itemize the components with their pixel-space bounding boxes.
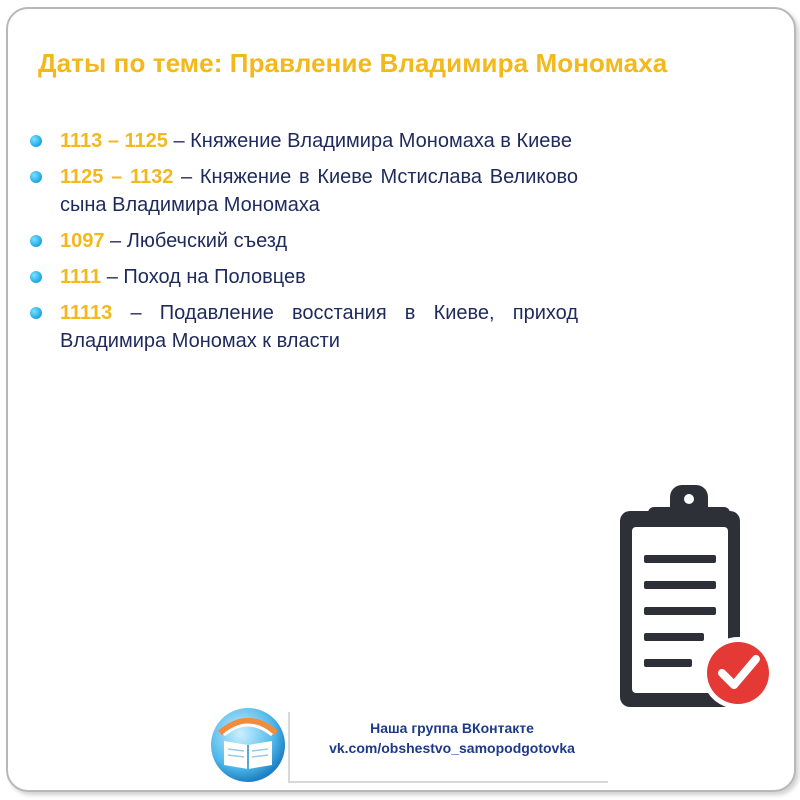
- item-text: – Княжение в Киеве Мстислава Великово сына Владимира Мономаха: [60, 166, 579, 216]
- bullet-icon: [30, 171, 42, 183]
- item-date: 11113: [60, 302, 113, 324]
- bullet-icon: [30, 271, 42, 283]
- bullet-icon: [30, 307, 42, 319]
- item-text: – Подавление восстания в Киеве, приход Владимира Мономах к власти: [60, 302, 578, 352]
- list-item: [30, 127, 578, 155]
- list-item: [30, 227, 578, 255]
- dates-list: [30, 127, 578, 363]
- open-book-logo-icon: [208, 705, 288, 785]
- list-item: [30, 163, 578, 219]
- item-text: – Княжение Владимира Мономаха в Киеве: [167, 130, 572, 152]
- vk-group-label: Наша группа ВКонтакте: [370, 720, 534, 736]
- clipboard-check-icon: [618, 483, 778, 743]
- list-item: [30, 263, 578, 291]
- item-date: 1125 – 1132: [60, 166, 174, 188]
- list-item: [30, 299, 578, 355]
- footer-divider: [288, 712, 290, 782]
- item-date: 1097: [60, 230, 105, 252]
- item-text: – Любечский съезд: [104, 230, 288, 252]
- item-text: – Поход на Половцев: [101, 266, 306, 288]
- vk-group-info: [302, 718, 602, 758]
- page-title: Даты по теме: Правление Владимира Мономаха: [38, 48, 668, 78]
- item-date: 1113 – 1125: [60, 130, 168, 152]
- bullet-icon: [30, 235, 42, 247]
- vk-group-link[interactable]: vk.com/obshestvo_samopodgotovka: [329, 740, 575, 756]
- bullet-icon: [30, 135, 42, 147]
- footer-underline: [288, 781, 608, 783]
- item-date: 1111: [60, 266, 102, 288]
